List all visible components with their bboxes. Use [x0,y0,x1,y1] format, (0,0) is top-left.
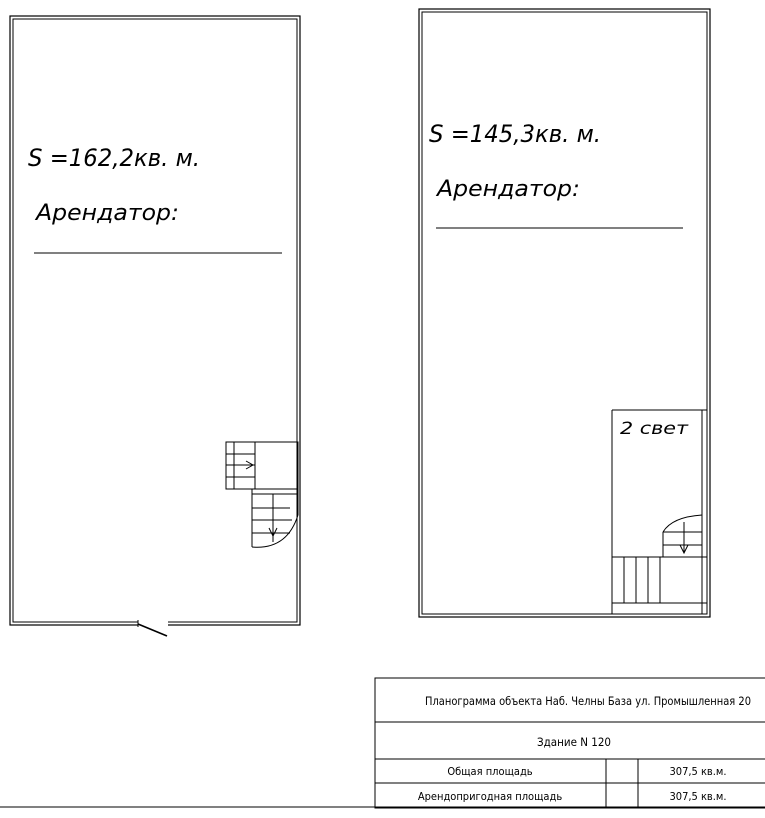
left-room [10,16,300,636]
left-room-inner-wall [13,19,297,622]
right-room-outer-wall [419,9,710,617]
left-tenant-label: Арендатор: [33,201,180,226]
title-block-title: Планограмма объекта Наб. Челны База ул. Промышленная 20 [425,694,751,708]
title-block-row-value: 307,5 кв.м. [669,765,727,778]
left-stair-lower [252,489,298,547]
left-stair-upper [226,442,298,489]
left-area-label: S =162,2кв. м. [28,144,200,172]
two-light-label: 2 свет [620,419,690,439]
right-room [419,9,710,617]
right-stair [612,515,707,603]
title-block-row-label: Арендопригодная площадь [417,790,563,803]
title-block-row-label: Общая площадь [447,765,533,778]
title-block-building: Здание N 120 [536,735,612,749]
right-area-label: S =145,3кв. м. [429,120,601,148]
title-block-row-value: 307,5 кв.м. [669,790,727,803]
right-tenant-label: Арендатор: [434,177,580,202]
right-room-inner-wall [422,12,707,614]
left-room-outer-wall [10,16,300,625]
